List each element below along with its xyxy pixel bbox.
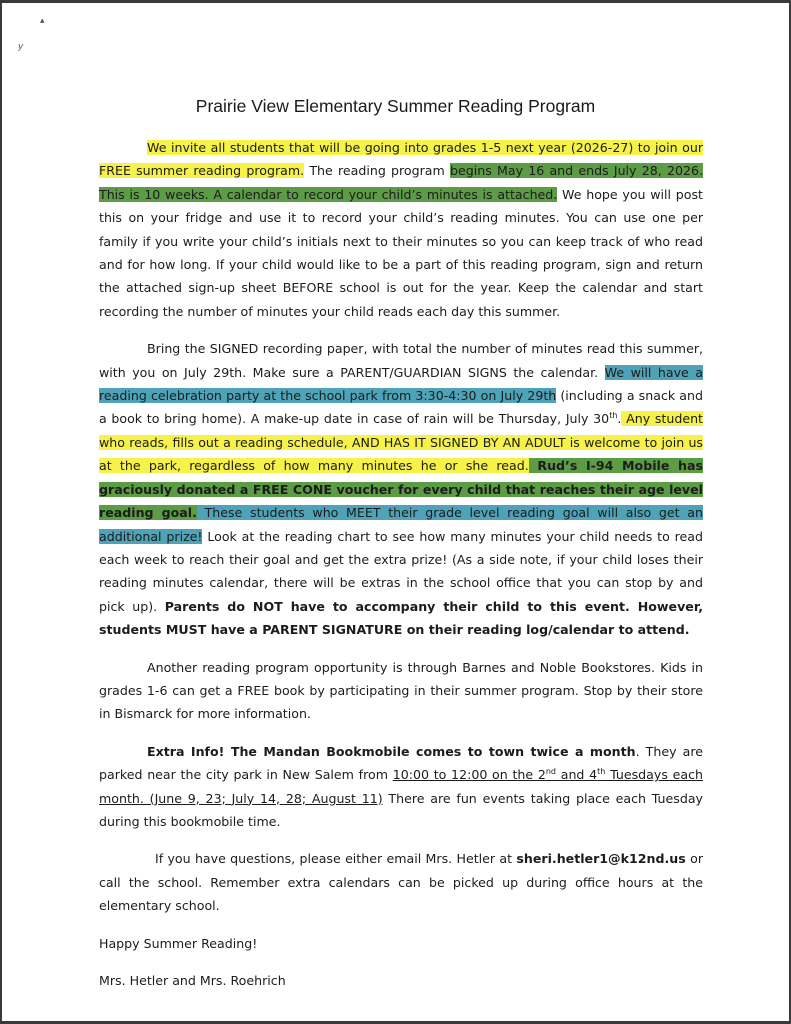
text-span: There are fun events taking place each Tuesday during this bookmobile time. — [99, 790, 703, 829]
paragraph-celebration — [99, 337, 703, 641]
paragraph-barnes-noble: Another reading program opportunity is through Barnes and Noble Bookstores. Kids in grades 1-6 can get a FREE book by participating in their summer program. Stop by their store in Bismarck for more information. — [99, 659, 703, 722]
highlight-yellow: Any student who reads, fills out a reading schedule, AND HAS IT SIGNED BY AN ADULT is welcome to join us at the park, regardless of how many minutes he or she read. — [99, 411, 703, 474]
signature-line: Mrs. Hetler and Mrs. Roehrich — [99, 973, 286, 988]
superscript: th — [597, 766, 606, 776]
document-title: Prairie View Elementary Summer Reading Program — [195, 96, 596, 116]
text-span: . They are parked near the city park in New Salem from — [99, 743, 703, 783]
bold-extra-info: Extra Info! The Mandan Bookmobile comes to town twice a month — [147, 743, 636, 759]
document-body — [99, 136, 703, 1006]
highlight-green: begins May 16 and ends July 28, 2026. This is 10 weeks. A calendar to record your child’s minutes is attached. — [99, 163, 703, 202]
text-span: and 4 — [556, 767, 598, 783]
paragraph-contact — [99, 847, 703, 917]
text-span: The reading program — [304, 163, 450, 179]
email-address: sheri.hetler1@k12nd.us — [516, 851, 686, 867]
text-span: (including a snack and a book to bring home). A make-up date in case of rain will be Thursday, July 30 — [99, 388, 703, 427]
highlight-green-bold: Rud’s I-94 Mobile has graciously donated a FREE CONE voucher for every child that reaches their age level reading goal. — [99, 458, 703, 521]
scan-speck: y — [18, 42, 24, 52]
highlight-blue: We will have a reading celebration party at the school park from 3:30-4:30 on July 29th — [99, 364, 703, 404]
scan-speck: ▴ — [40, 16, 45, 26]
text-span: Tuesdays each month. (June 9, 23; July 14, 28; August 11) — [99, 767, 703, 806]
bold-notice: Parents do NOT have to accompany their child to this event. However, students MUST have a PARENT SIGNATURE on their reading log/calendar to attend. — [99, 598, 703, 638]
text-span: If you have questions, please either email Mrs. Hetler at — [155, 851, 517, 867]
text-span: 10:00 to 12:00 on the 2 — [392, 767, 546, 783]
superscript: nd — [545, 766, 557, 776]
text-span: Bring the SIGNED recording paper, with total the number of minutes read this summer, with you on July 29th. Make sure a PARENT/GUARDIAN SIGNS the calendar. — [99, 341, 703, 380]
document-page — [2, 3, 789, 1021]
paragraph-bookmobile — [99, 740, 703, 834]
text-span: We hope you will post this on your fridge and use it to record your child’s reading minutes. You can use one per family if you write your child’s initials next to their minutes so you can keep track of who read and for how long. If your child would like to be a part of this reading program, sign and return the attached sign-up sheet BEFORE school is out for the year. Keep the calendar and start recording the number of minutes your child reads each day this summer. — [99, 186, 703, 319]
highlight-blue: These students who MEET their grade level reading goal will also get an additional prize! — [99, 505, 703, 544]
text-span: Look at the reading chart to see how many minutes your child needs to read each week to reach their goal and get the extra prize! (As a side note, if your child loses their reading minutes calendar, there will be extras in the school office that you can stop by and pick up). — [99, 528, 703, 614]
text-span: . — [617, 411, 622, 427]
text-span: or call the school. Remember extra calendars can be picked up during office hours at the elementary school. — [99, 851, 703, 914]
superscript: th — [609, 411, 618, 421]
paragraph-intro — [99, 136, 703, 323]
highlight-yellow: We invite all students that will be going into grades 1-5 next year (2026-27) to join our FREE summer reading program. — [99, 140, 703, 179]
closing-line: Happy Summer Reading! — [99, 935, 258, 951]
